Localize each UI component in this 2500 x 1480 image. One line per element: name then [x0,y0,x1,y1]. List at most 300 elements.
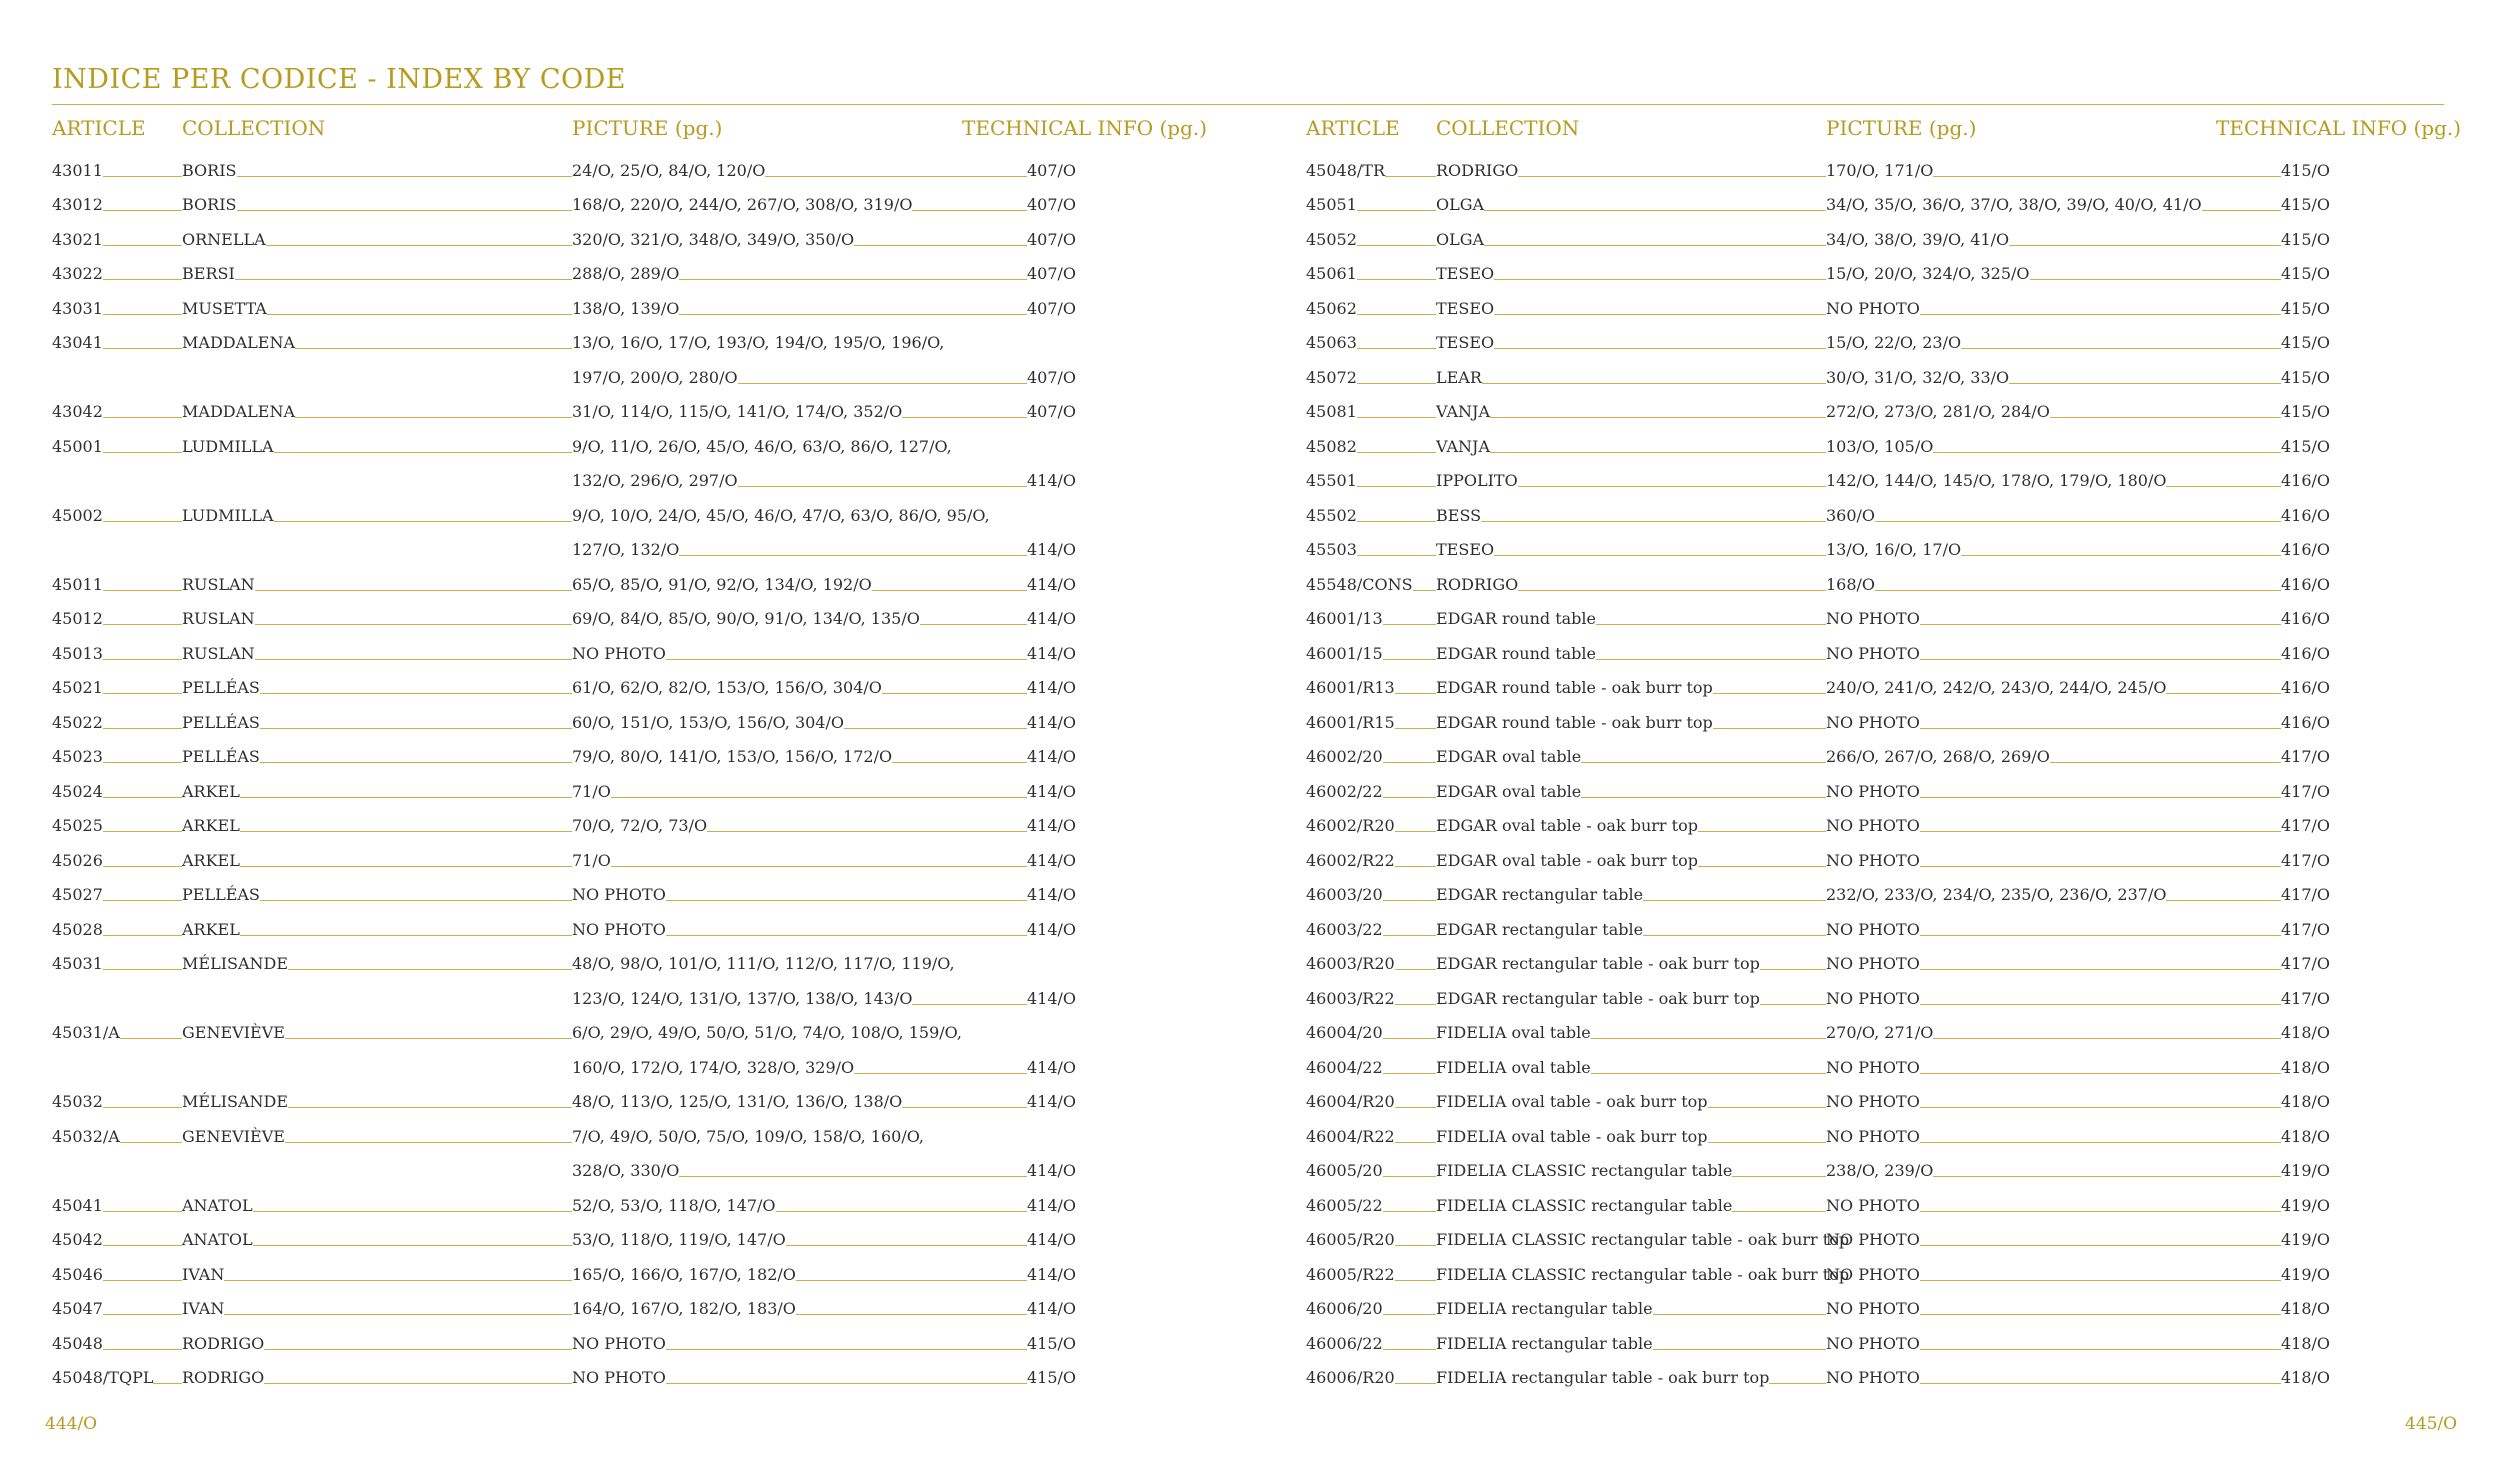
collection-name-cell [182,187,572,222]
leader-line [285,1038,572,1039]
leader-line [1383,935,1436,936]
article-code-cell [52,601,182,636]
leader-line [224,1314,572,1315]
technical-info-page: 416/O [2281,505,2331,525]
leader-line [1383,1349,1436,1350]
collection-name: EDGAR rectangular table [1436,885,1644,904]
collection-name-cell [1436,1222,1850,1257]
index-row [52,497,1190,532]
collection-name: EDGAR oval table [1436,781,1582,801]
index-row [52,1049,1190,1084]
collection-name-cell [1436,877,1826,912]
picture-pages: 270/O, 271/O [1826,1023,1934,1042]
technical-info-page-cell [1027,187,1097,222]
picture-pages-cell [1826,290,2281,325]
index-row [1306,808,2446,843]
article-code: 46001/13 [1306,609,1383,628]
article-code-cell [1306,1084,1436,1119]
collection-name: GENEVIÈVE [182,1126,285,1146]
leader-line [103,521,182,522]
picture-pages-cell [572,1118,1027,1153]
technical-info-page: 414/O [1027,816,1077,835]
collection-name-cell [1436,290,1826,325]
technical-info-page-cell [1027,1049,1097,1084]
leader-line [1395,693,1436,694]
header-collection: COLLECTION [182,116,326,140]
technical-info-page: 417/O [2281,919,2331,939]
article-code-cell [1306,532,1436,567]
leader-line [1357,555,1436,556]
article-code-cell [1306,428,1436,463]
article-code-cell [52,877,182,912]
leader-line [1357,348,1436,349]
index-row [52,670,1190,705]
picture-pages: 61/O, 62/O, 82/O, 153/O, 156/O, 304/O [572,678,882,697]
technical-info-page-cell [1027,808,1097,843]
leader-line [1698,831,1826,832]
leader-line [267,314,572,315]
picture-pages: 127/O, 132/O [572,540,680,559]
article-code: 46006/R20 [1306,1368,1395,1387]
article-code-cell [1306,1015,1436,1050]
collection-name-cell [182,394,572,429]
leader-line [1395,1142,1436,1143]
article-code-cell [1306,1325,1436,1360]
leader-line [679,279,1027,280]
page-title: INDICE PER CODICE - INDEX BY CODE [52,64,626,95]
collection-name-cell [182,1049,572,1084]
technical-info-page-cell [1027,1153,1097,1188]
picture-pages-cell [572,1256,1027,1291]
index-row [52,601,1190,636]
article-code: 46002/R22 [1306,850,1395,870]
collection-name: ARKEL [182,816,240,835]
article-code: 45026 [52,850,103,870]
right-index-column [1306,112,2462,1394]
technical-info-page-cell [2281,566,2351,601]
leader-line [274,452,572,453]
picture-pages-cell [1826,532,2281,567]
article-code-cell [52,980,182,1015]
leader-line [1760,969,1826,970]
picture-pages: NO PHOTO [1826,1230,1920,1249]
picture-pages: NO PHOTO [1826,1368,1920,1387]
index-row [1306,394,2446,429]
leader-line [235,279,572,280]
technical-info-page-cell [1027,670,1097,705]
leader-line [786,1245,1027,1246]
index-row [1306,221,2446,256]
article-code-cell [1306,359,1436,394]
technical-info-page: 417/O [2281,747,2331,766]
leader-line [1732,1176,1826,1177]
technical-info-page: 416/O [2281,574,2331,594]
picture-pages-cell [572,842,1027,877]
technical-info-page-cell [1027,256,1097,291]
article-code-cell [52,1222,182,1257]
article-code: 45025 [52,816,103,835]
technical-info-page: 414/O [1027,712,1077,732]
picture-pages: NO PHOTO [1826,1057,1920,1077]
technical-info-page-cell [1027,704,1097,739]
leader-line [1494,348,1826,349]
article-code-cell [1306,290,1436,325]
collection-name: GENEVIÈVE [182,1023,285,1042]
leader-line [1490,417,1826,418]
picture-pages: 360/O [1826,505,1876,525]
picture-pages-cell [572,290,1027,325]
article-code: 45047 [52,1299,103,1318]
article-code: 45041 [52,1195,103,1215]
collection-name: PELLÉAS [182,712,260,732]
article-code-cell [1306,394,1436,429]
leader-line [295,348,572,349]
collection-name-cell [182,808,572,843]
article-code-cell [52,704,182,739]
collection-name: EDGAR rectangular table - oak burr top [1436,988,1760,1008]
leader-line [1494,314,1826,315]
leader-line [260,900,572,901]
technical-info-page-cell [1027,566,1097,601]
leader-line [1395,831,1436,832]
article-code-cell [52,1325,182,1360]
article-code-cell [52,256,182,291]
article-code: 43022 [52,264,103,283]
leader-line [1591,1038,1826,1039]
collection-name: FIDELIA CLASSIC rectangular table [1436,1195,1733,1215]
picture-pages: 71/O [572,781,611,801]
leader-line [1395,1280,1436,1281]
picture-pages: NO PHOTO [1826,988,1920,1008]
picture-pages-cell [1826,739,2281,774]
picture-pages: NO PHOTO [1826,298,1920,318]
picture-pages-cell [1826,980,2281,1015]
leader-line [1920,1211,2281,1212]
leader-line [1920,624,2281,625]
technical-info-page: 407/O [1027,229,1077,249]
index-row [52,1015,1190,1050]
article-code: 45063 [1306,333,1357,352]
article-code-cell [52,463,182,498]
article-code: 45023 [52,747,103,766]
leader-line [1933,176,2281,177]
picture-pages-cell [572,1325,1027,1360]
picture-pages-cell [572,1222,1027,1257]
article-code-cell [52,497,182,532]
article-code-cell [52,773,182,808]
collection-name-cell [1436,1084,1826,1119]
picture-pages: NO PHOTO [1826,643,1920,663]
technical-info-page-cell [2281,1015,2351,1050]
collection-name: EDGAR rectangular table [1436,919,1644,939]
leader-line [1383,1073,1436,1074]
index-row [1306,428,2446,463]
collection-name-cell [1436,1118,1826,1153]
picture-pages: NO PHOTO [572,643,666,663]
technical-info-page-cell [2281,1360,2351,1395]
article-code: 45027 [52,885,103,904]
technical-info-page-cell [2281,152,2351,187]
article-code-cell [52,1049,182,1084]
technical-info-page: 416/O [2281,643,2331,663]
collection-name: RODRIGO [182,1333,265,1353]
header-picture: PICTURE (pg.) [572,116,723,140]
picture-pages: 65/O, 85/O, 91/O, 92/O, 134/O, 192/O [572,574,872,594]
picture-pages: NO PHOTO [572,885,666,904]
technical-info-page: 417/O [2281,954,2331,973]
leader-line [892,762,1027,763]
technical-info-page: 418/O [2281,1023,2331,1042]
collection-name-cell [1436,152,1826,187]
technical-info-page: 415/O [2281,436,2331,456]
technical-info-page: 419/O [2281,1161,2331,1180]
technical-info-page-cell [2281,187,2351,222]
technical-info-page-cell [1027,1222,1097,1257]
technical-info-page-cell [2281,635,2351,670]
picture-pages-cell [1826,187,2281,222]
article-code: 46002/22 [1306,781,1383,801]
collection-name-cell [182,739,572,774]
technical-info-page-cell [2281,1084,2351,1119]
collection-name: BORIS [182,160,237,180]
picture-pages-cell [1826,1256,2281,1291]
picture-pages: 70/O, 72/O, 73/O [572,816,708,835]
index-row [1306,946,2446,981]
picture-pages-cell [572,394,1027,429]
index-row [52,1153,1190,1188]
leader-line [264,1383,572,1384]
index-row [52,1187,1190,1222]
leader-line [1481,521,1826,522]
index-row [1306,911,2446,946]
leader-line [103,866,182,867]
collection-name-cell [182,601,572,636]
collection-name: RUSLAN [182,643,255,663]
technical-info-page-cell [2281,601,2351,636]
collection-name-cell [182,1360,572,1395]
index-row [1306,463,2446,498]
collection-name: VANJA [1436,402,1490,421]
picture-pages-cell [1826,704,2281,739]
collection-name-cell [182,1153,572,1188]
picture-pages: 238/O, 239/O [1826,1161,1934,1180]
leader-line [1713,728,1826,729]
article-code: 45502 [1306,505,1357,525]
article-code-cell [52,1015,182,1050]
technical-info-page-cell [2281,1118,2351,1153]
leader-line [2202,210,2281,211]
leader-line [103,728,182,729]
technical-info-page-cell [2281,911,2351,946]
leader-line [253,1211,572,1212]
technical-info-page-cell [2281,359,2351,394]
leader-line [1920,314,2281,315]
article-code-cell [52,325,182,360]
article-code-cell [52,1118,182,1153]
collection-name-cell [182,1118,572,1153]
picture-pages-cell [1826,601,2281,636]
technical-info-page: 419/O [2281,1264,2331,1284]
article-code-cell [1306,842,1436,877]
collection-name-cell [1436,946,1826,981]
picture-pages: NO PHOTO [1826,850,1920,870]
collection-name: MUSETTA [182,298,267,318]
article-code-cell [52,394,182,429]
technical-info-page-cell [1027,1291,1097,1326]
leader-line [1357,210,1436,211]
leader-line [1708,1107,1827,1108]
collection-name-cell [182,635,572,670]
collection-name: EDGAR oval table [1436,747,1582,766]
picture-pages-cell [572,221,1027,256]
technical-info-page-cell [2281,980,2351,1015]
technical-info-page-cell [1027,773,1097,808]
picture-pages: 170/O, 171/O [1826,160,1934,180]
article-code-cell [52,566,182,601]
collection-name-cell [182,463,572,498]
picture-pages-cell [572,1084,1027,1119]
article-code: 43021 [52,229,103,249]
index-row [1306,152,2446,187]
article-code: 46004/R22 [1306,1126,1395,1146]
picture-pages-cell [572,152,1027,187]
index-row [1306,877,2446,912]
article-code-cell [52,290,182,325]
index-row [1306,1153,2446,1188]
article-code: 45048 [52,1333,103,1353]
collection-name: FIDELIA CLASSIC rectangular table [1436,1161,1733,1180]
picture-pages: 138/O, 139/O [572,298,680,318]
technical-info-page: 414/O [1027,1092,1077,1111]
picture-pages-cell [1826,808,2281,843]
collection-name: IPPOLITO [1436,471,1518,490]
collection-name-cell [1436,670,1826,705]
picture-pages-cell [1826,256,2281,291]
article-code: 45012 [52,609,103,628]
leader-line [1643,900,1826,901]
collection-name-cell [1436,773,1826,808]
leader-line [796,1280,1027,1281]
collection-name-cell [1436,1049,1826,1084]
index-row [52,1084,1190,1119]
leader-line [1933,1038,2281,1039]
article-code-cell [1306,980,1436,1015]
leader-line [902,1107,1027,1108]
collection-name-cell [1436,842,1826,877]
article-code-cell [1306,325,1436,360]
technical-info-page: 415/O [2281,402,2331,421]
index-row [1306,325,2446,360]
collection-name: LUDMILLA [182,436,274,456]
article-code-cell [1306,911,1436,946]
leader-line [707,831,1027,832]
article-code: 45062 [1306,298,1357,318]
index-row [1306,1084,2446,1119]
technical-info-page: 415/O [2281,195,2331,214]
leader-line [103,348,182,349]
technical-info-page: 418/O [2281,1333,2331,1353]
picture-pages: NO PHOTO [1826,1264,1920,1284]
leader-line [1920,866,2281,867]
collection-name: ORNELLA [182,229,266,249]
technical-info-page-cell [2281,877,2351,912]
technical-info-page-cell [1027,635,1097,670]
leader-line [1732,1211,1826,1212]
article-code: 46001/R15 [1306,712,1395,732]
index-row [1306,1325,2446,1360]
index-row [52,808,1190,843]
collection-name-cell [1436,704,1826,739]
picture-pages: 24/O, 25/O, 84/O, 120/O [572,160,766,180]
collection-name: ARKEL [182,781,240,801]
leader-line [1920,831,2281,832]
technical-info-page-cell [2281,325,2351,360]
collection-name-cell [182,980,572,1015]
index-row [52,221,1190,256]
picture-pages-cell [1826,1291,2281,1326]
picture-pages-cell [1826,566,2281,601]
leader-line [103,900,182,901]
picture-pages: 9/O, 11/O, 26/O, 45/O, 46/O, 63/O, 86/O, 127/O, [572,436,952,456]
leader-line [1961,348,2281,349]
leader-line [679,555,1027,556]
collection-name-cell [182,359,572,394]
leader-line [120,1142,182,1143]
picture-pages: 13/O, 16/O, 17/O [1826,540,1962,559]
article-code-cell [1306,877,1436,912]
collection-name-cell [1436,221,1826,256]
leader-line [1875,590,2281,591]
article-code-cell [1306,601,1436,636]
leader-line [1518,486,1826,487]
article-code: 46002/20 [1306,747,1383,766]
index-row [52,1291,1190,1326]
index-row [52,428,1190,463]
technical-info-page: 414/O [1027,885,1077,904]
technical-info-page: 418/O [2281,1368,2331,1387]
technical-info-page: 414/O [1027,1195,1077,1215]
leader-line [240,831,572,832]
index-row [52,256,1190,291]
leader-line [260,762,572,763]
leader-line [1591,1073,1826,1074]
article-code: 43042 [52,402,103,421]
leader-line [1357,521,1436,522]
index-row [52,394,1190,429]
collection-name-cell [182,911,572,946]
technical-info-page-cell [2281,497,2351,532]
article-code-cell [1306,1153,1436,1188]
picture-pages: 197/O, 200/O, 280/O [572,367,738,387]
picture-pages: 69/O, 84/O, 85/O, 90/O, 91/O, 134/O, 135/O [572,609,920,628]
leader-line [1920,1245,2281,1246]
leader-line [240,797,572,798]
leader-line [1395,1107,1436,1108]
leader-line [255,659,572,660]
leader-line [1383,797,1436,798]
technical-info-page-cell [1027,463,1097,498]
article-code-cell [1306,635,1436,670]
leader-line [912,210,1027,211]
technical-info-page-cell [2281,1256,2351,1291]
index-row [1306,601,2446,636]
header-collection: COLLECTION [1436,116,1580,140]
picture-pages: NO PHOTO [1826,781,1920,801]
picture-pages-cell [572,497,1027,532]
header-technical-info: TECHNICAL INFO (pg.) [962,116,1208,140]
technical-info-page-cell [2281,1049,2351,1084]
technical-info-page: 414/O [1027,471,1077,490]
